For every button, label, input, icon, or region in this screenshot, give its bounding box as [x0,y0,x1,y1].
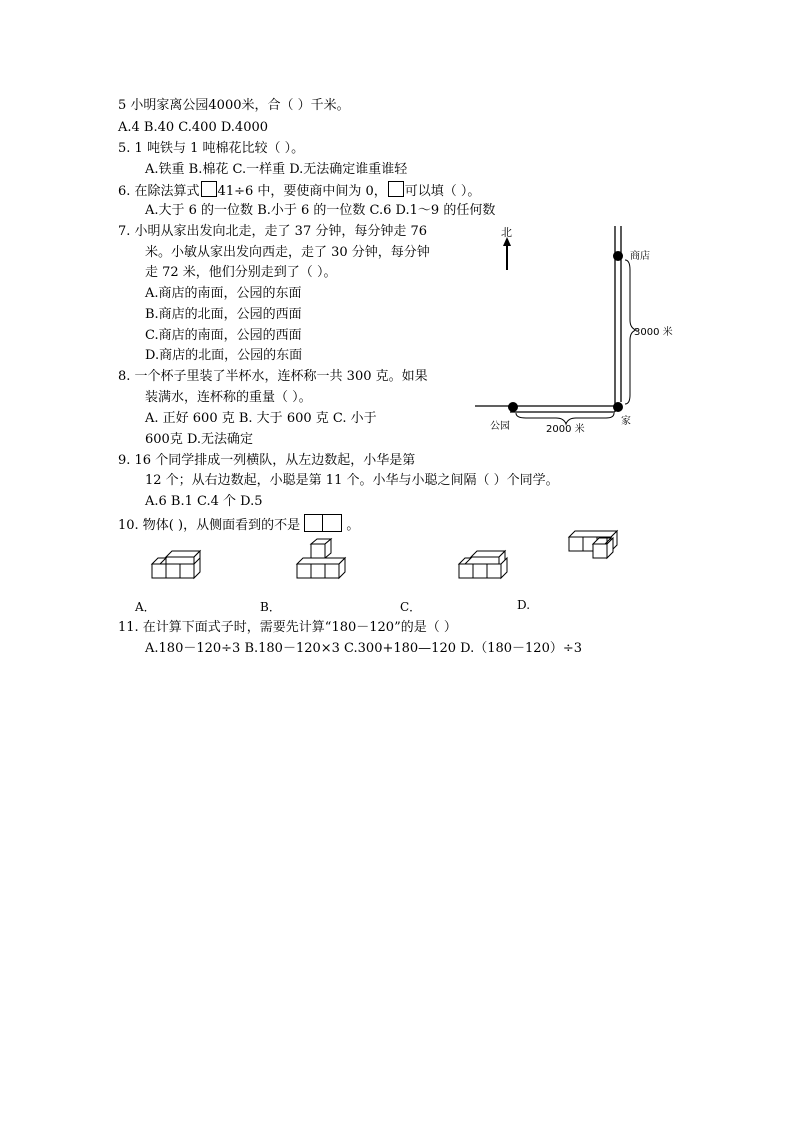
blank-square-icon [388,181,404,197]
q5b-options: A.铁重 B.棉花 C.一样重 D.无法确定谁重谁轻 [145,162,408,177]
shop-point [613,251,623,261]
cube-figure-a [150,548,206,584]
map-park-label: 公园 [490,421,510,432]
q10-label-c: C． [400,600,422,614]
q6-stem-before: 6. 在除法算式 [118,184,200,199]
q5b-stem: 5. 1 吨铁与 1 吨棉花比较（ ）。 [118,141,305,156]
two-square-view-icon [304,514,342,532]
blank-square-icon [201,181,217,197]
map-north-label: 北 [501,226,512,239]
q8-line2: 装满水，连杯称的重量（ ）。 [145,390,312,405]
map-shop-label: 商店 [630,251,650,262]
q10-label-a: A． [135,600,156,614]
q10-label-b: B． [260,600,281,614]
q8-line1: 8. 一个杯子里装了半杯水，连杯称一共 300 克。如果 [118,369,428,384]
map-home-label: 家 [621,416,631,427]
west-road [475,406,621,412]
q7-option-c: C.商店的南面，公园的西面 [145,328,302,343]
q6-options: A.大于 6 的一位数 B.小于 6 的一位数 C.6 D.1～9 的任何数 [145,203,496,218]
q11-stem: 11. 在计算下面式子时，需要先计算“180－120”的是（ ） [118,620,457,635]
cube-figure-b [295,538,353,584]
q6-stem [118,181,480,201]
q6-stem-after: 41÷6 中，要使商中间为 0， [217,184,387,199]
q7-line1: 7. 小明从家出发向北走，走了 37 分钟，每分钟走 76 [118,224,428,239]
q9-options: A.6 B.1 C.4 个 D.5 [145,494,263,509]
q5a-stem: 5 小明家离公园4000米，合（ ）千米。 [118,98,350,113]
q6-stem-after2: 可以填（ ）。 [404,184,481,199]
q5a-options: A.4 B.40 C.400 D.4000 [118,120,269,135]
q9-line2: 12 个；从右边数起，小聪是第 11 个。小华与小聪之间隔（ ）个同学。 [145,473,559,488]
q11-options: A.180－120÷3 B.180－120×3 C.300+180—120 D.（180－120）÷3 [145,641,583,656]
q7-line2: 米。小敏从家出发向西走，走了 30 分钟，每分钟 [145,245,430,260]
map-dist-west-label: 2000 米 [546,424,585,435]
cube-figure-c [457,548,517,584]
q9-line1: 9. 16 个同学排成一列横队，从左边数起，小华是第 [118,453,416,468]
q10-stem-before: 10. 物体( )，从侧面看到的不是 [118,518,301,533]
park-point [508,402,518,412]
q10-stem [118,514,359,535]
q7-option-b: B.商店的北面，公园的西面 [145,307,302,322]
q7-line3: 走 72 米，他们分别走到了（ ）。 [145,265,337,280]
q7-option-d: D.商店的北面，公园的东面 [145,348,303,363]
q8-line3: A. 正好 600 克 B. 大于 600 克 C. 小于 [145,411,377,426]
q7-option-a: A.商店的南面，公园的东面 [145,286,302,301]
q10-label-d: D. [517,598,531,612]
map-dist-north-label: 3000 米 [634,327,673,338]
home-point [613,402,623,412]
cube-figure-d [567,530,629,566]
q10-stem-after: 。 [346,518,360,533]
q8-line4: 600克 D.无法确定 [145,432,254,447]
north-arrow-icon [503,237,511,270]
